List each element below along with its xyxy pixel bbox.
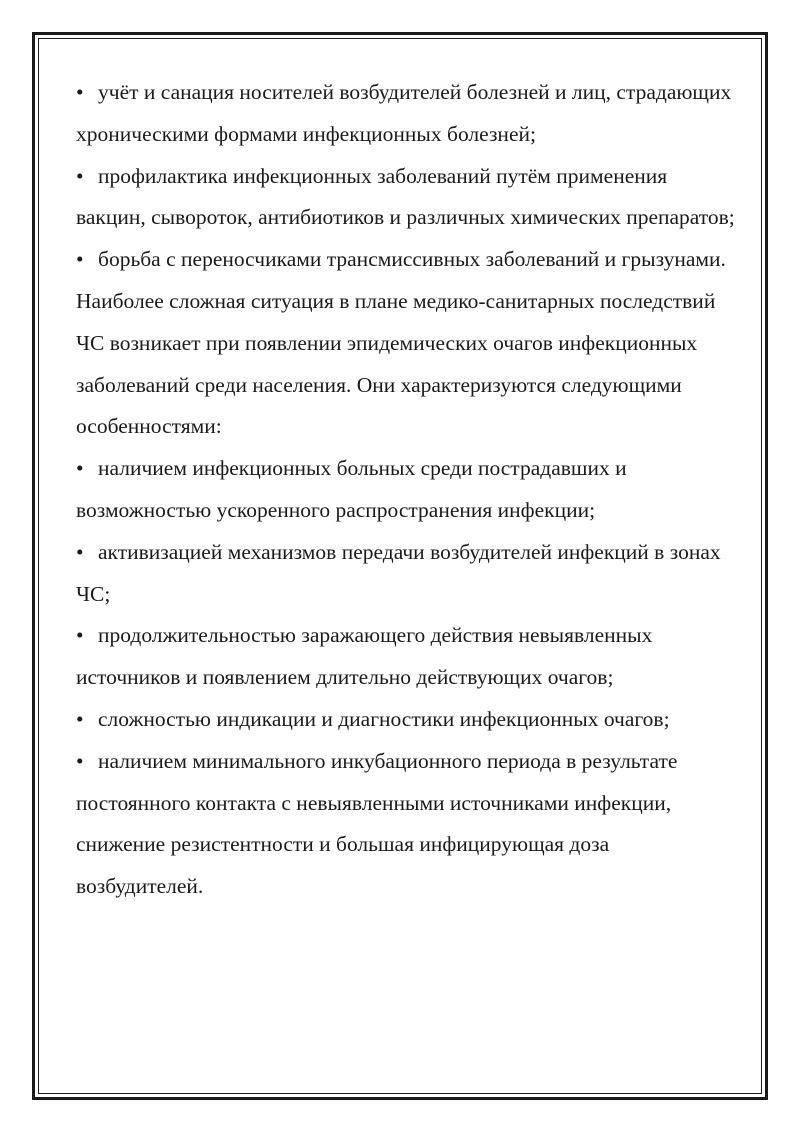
bullet-item-5 [76, 532, 736, 616]
bullet-text: активизацией механизмов передачи возбудителей инфекций в зонах ЧС; [76, 539, 721, 606]
bullet-item-2 [76, 156, 736, 240]
bullet-marker: • [76, 748, 84, 773]
bullet-text: борьба с переносчиками трансмиссивных заболеваний и грызунами. [98, 247, 726, 272]
bullet-marker: • [76, 706, 84, 731]
bullet-marker: • [76, 247, 84, 272]
bullet-item-7 [76, 699, 736, 741]
bullet-item-8 [76, 741, 736, 908]
bullet-text: наличием инфекционных больных среди пострадавших и возможностью ускоренного распространения инфекции; [76, 456, 627, 522]
bullet-marker: • [76, 163, 84, 188]
bullet-item-1 [76, 72, 736, 156]
bullet-item-4 [76, 448, 736, 532]
document-body [76, 72, 736, 908]
paragraph: Наиболее сложная ситуация в плане медико-санитарных последствий ЧС возникает при появлении эпидемических очагов инфекционных заболеваний среди населения. Они характеризуются следующими особенностями: [76, 288, 716, 439]
bullet-text: учёт и санация носителей возбудителей болезней и лиц, страдающих хроническими формами инфекционных болезней; [76, 80, 732, 146]
bullet-marker: • [76, 539, 84, 564]
bullet-text: профилактика инфекционных заболеваний путём применения вакцин, сывороток, антибиотиков и различных химических препаратов; [76, 163, 735, 230]
bullet-marker: • [76, 623, 84, 648]
bullet-item-3 [76, 239, 736, 281]
bullet-text: сложностью индикации и диагностики инфекционных очагов; [98, 706, 670, 731]
bullet-item-6 [76, 615, 736, 699]
bullet-marker: • [76, 80, 84, 104]
bullet-text: продолжительностью заражающего действия невыявленных источников и появлением длительно действующих очагов; [76, 623, 653, 690]
bullet-marker: • [76, 456, 84, 481]
bullet-text: наличием минимального инкубационного периода в результате постоянного контакта с невыявленными источниками инфекции, снижение резистентности и большая инфицирующая доза возбудителей. [76, 748, 678, 899]
